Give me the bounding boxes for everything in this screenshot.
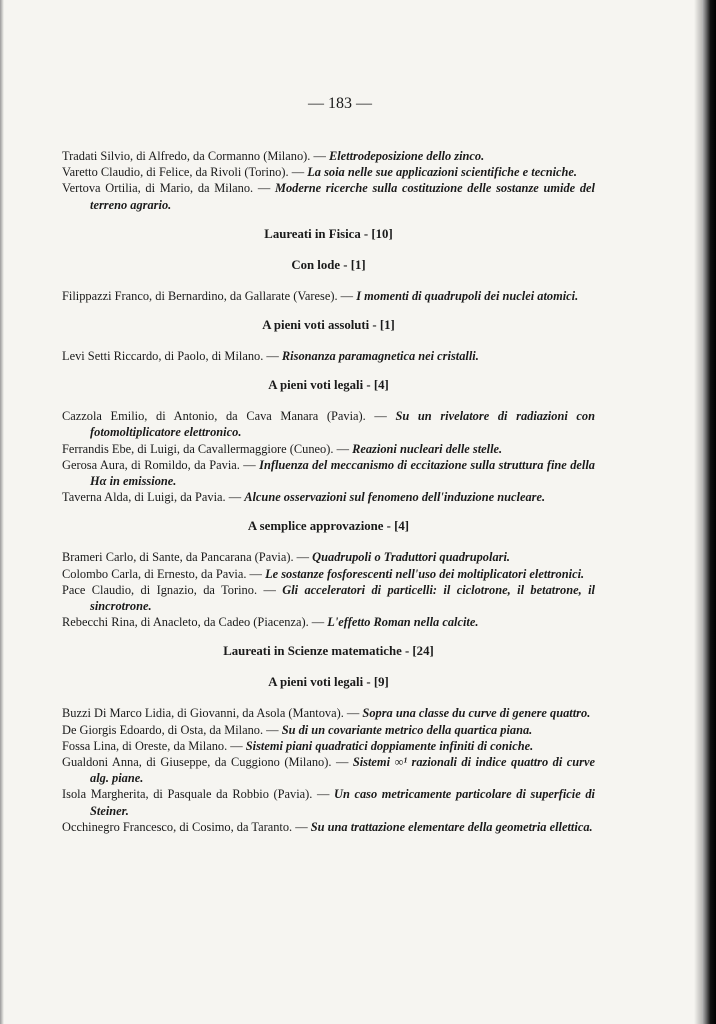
thesis-entry — [62, 722, 595, 738]
thesis-entry — [62, 408, 595, 440]
graduate-name: Taverna Alda, di Luigi, da Pavia. — — [62, 490, 242, 505]
section-heading: Laureati in Scienze matematiche - [24] — [223, 644, 434, 659]
thesis-title: L'effetto Roman nella calcite. — [327, 615, 479, 630]
thesis-title: Quadrupoli o Traduttori quadrupolari. — [312, 550, 511, 565]
thesis-title: Alcune osservazioni sul fenomeno dell'induzione nucleare. — [244, 490, 546, 505]
graduate-name: Gerosa Aura, di Romildo, da Pavia. — — [62, 457, 256, 472]
thesis-entry — [62, 819, 595, 835]
thesis-title: Risonanza paramagnetica nei cristalli. — [281, 349, 479, 364]
graduate-name: Cazzola Emilio, di Antonio, da Cava Manara (Pavia). — — [62, 409, 387, 424]
graduate-name: Pace Claudio, di Ignazio, da Torino. — — [62, 582, 276, 597]
thesis-entry — [62, 582, 595, 614]
section-heading: Con lode - [1] — [291, 257, 366, 272]
section-heading: Laureati in Fisica - [10] — [264, 226, 393, 241]
thesis-entry — [62, 288, 595, 304]
thesis-entry — [62, 754, 595, 786]
thesis-title: Elettrodeposizione dello zinco. — [328, 149, 485, 163]
thesis-entry — [62, 164, 595, 180]
thesis-entry — [62, 148, 595, 164]
thesis-entry — [62, 614, 595, 630]
thesis-title: Reazioni nucleari delle stelle. — [352, 441, 503, 456]
thesis-entry — [62, 738, 595, 754]
graduate-name: Buzzi Di Marco Lidia, di Giovanni, da Asola (Mantova). — — [62, 706, 360, 721]
thesis-title: Moderne ricerche sulla costituzione delle sostanze umide del terreno agrario. — [90, 181, 595, 212]
thesis-entry — [62, 441, 595, 457]
thesis-entry — [62, 180, 595, 212]
graduate-name: Isola Margherita, di Pasquale da Robbio (Pavia). — — [62, 787, 330, 802]
section-heading: A semplice approvazione - [4] — [247, 519, 410, 534]
graduate-name: Vertova Ortilia, di Mario, da Milano. — — [62, 181, 271, 196]
thesis-entry — [62, 348, 595, 364]
scan-shadow-right — [694, 0, 702, 1024]
thesis-title: Un caso metricamente particolare di superficie di Steiner. — [90, 787, 595, 818]
graduate-name: Fossa Lina, di Oreste, da Milano. — — [62, 738, 243, 753]
thesis-title: Gli acceleratori di particelli: il ciclotrone, il betatrone, il sincrotrone. — [90, 582, 595, 614]
thesis-entry — [62, 549, 595, 565]
thesis-title: Su un rivelatore di radiazioni con fotomoltiplicatore elettronico. — [90, 409, 596, 440]
thesis-entry — [62, 566, 595, 582]
page-number: — 183 — — [308, 95, 372, 112]
graduate-name: Varetto Claudio, di Felice, da Rivoli (Torino). — — [62, 165, 305, 180]
graduate-name: Colombo Carla, di Ernesto, da Pavia. — — [62, 566, 262, 581]
thesis-title: Sistemi piani quadratici doppiamente infiniti di coniche. — [245, 738, 534, 753]
thesis-entry — [62, 705, 595, 721]
thesis-title: Sistemi ∞¹ razionali di indice quattro di curve alg. piane. — [90, 755, 595, 786]
section-heading: A pieni voti legali - [4] — [268, 378, 389, 393]
document-body — [62, 148, 595, 835]
scan-edge-right — [702, 0, 716, 1024]
thesis-title: Sopra una classe du curve di genere quattro. — [362, 706, 591, 721]
graduate-name: De Giorgis Edoardo, di Osta, da Milano. — — [62, 722, 279, 737]
thesis-title: Su di un covariante metrico della quartica piana. — [281, 722, 533, 737]
graduate-name: Ferrandis Ebe, di Luigi, da Cavallermaggiore (Cuneo). — — [62, 441, 349, 456]
thesis-title: Le sostanze fosforescenti nell'uso dei moltiplicatori elettronici. — [265, 566, 585, 581]
graduate-name: Tradati Silvio, di Alfredo, da Cormanno (Milano). — — [62, 149, 326, 163]
scan-edge-left — [0, 0, 4, 1024]
thesis-title: Su una trattazione elementare della geometria ellettica. — [310, 819, 593, 834]
graduate-name: Brameri Carlo, di Sante, da Pancarana (Pavia). — — [62, 550, 310, 565]
thesis-entry — [62, 457, 595, 489]
thesis-title: Influenza del meccanismo di eccitazione sulla struttura fine della Hα in emissione. — [90, 457, 595, 489]
graduate-name: Rebecchi Rina, di Anacleto, da Cadeo (Piacenza). — — [62, 615, 325, 630]
graduate-name: Filippazzi Franco, di Bernardino, da Gallarate (Varese). — — [62, 288, 354, 303]
thesis-title: I momenti di quadrupoli dei nuclei atomici. — [356, 288, 579, 303]
thesis-entry — [62, 489, 595, 505]
thesis-title: La soia nelle sue applicazioni scientifiche e tecniche. — [307, 165, 578, 180]
section-heading: A pieni voti legali - [9] — [268, 675, 389, 690]
graduate-name: Gualdoni Anna, di Giuseppe, da Cuggiono (Milano). — — [62, 755, 349, 770]
graduate-name: Levi Setti Riccardo, di Paolo, di Milano. — — [62, 349, 279, 364]
graduate-name: Occhinegro Francesco, di Cosimo, da Taranto. — — [62, 819, 308, 834]
thesis-entry — [62, 786, 595, 818]
section-heading: A pieni voti assoluti - [1] — [262, 318, 395, 333]
